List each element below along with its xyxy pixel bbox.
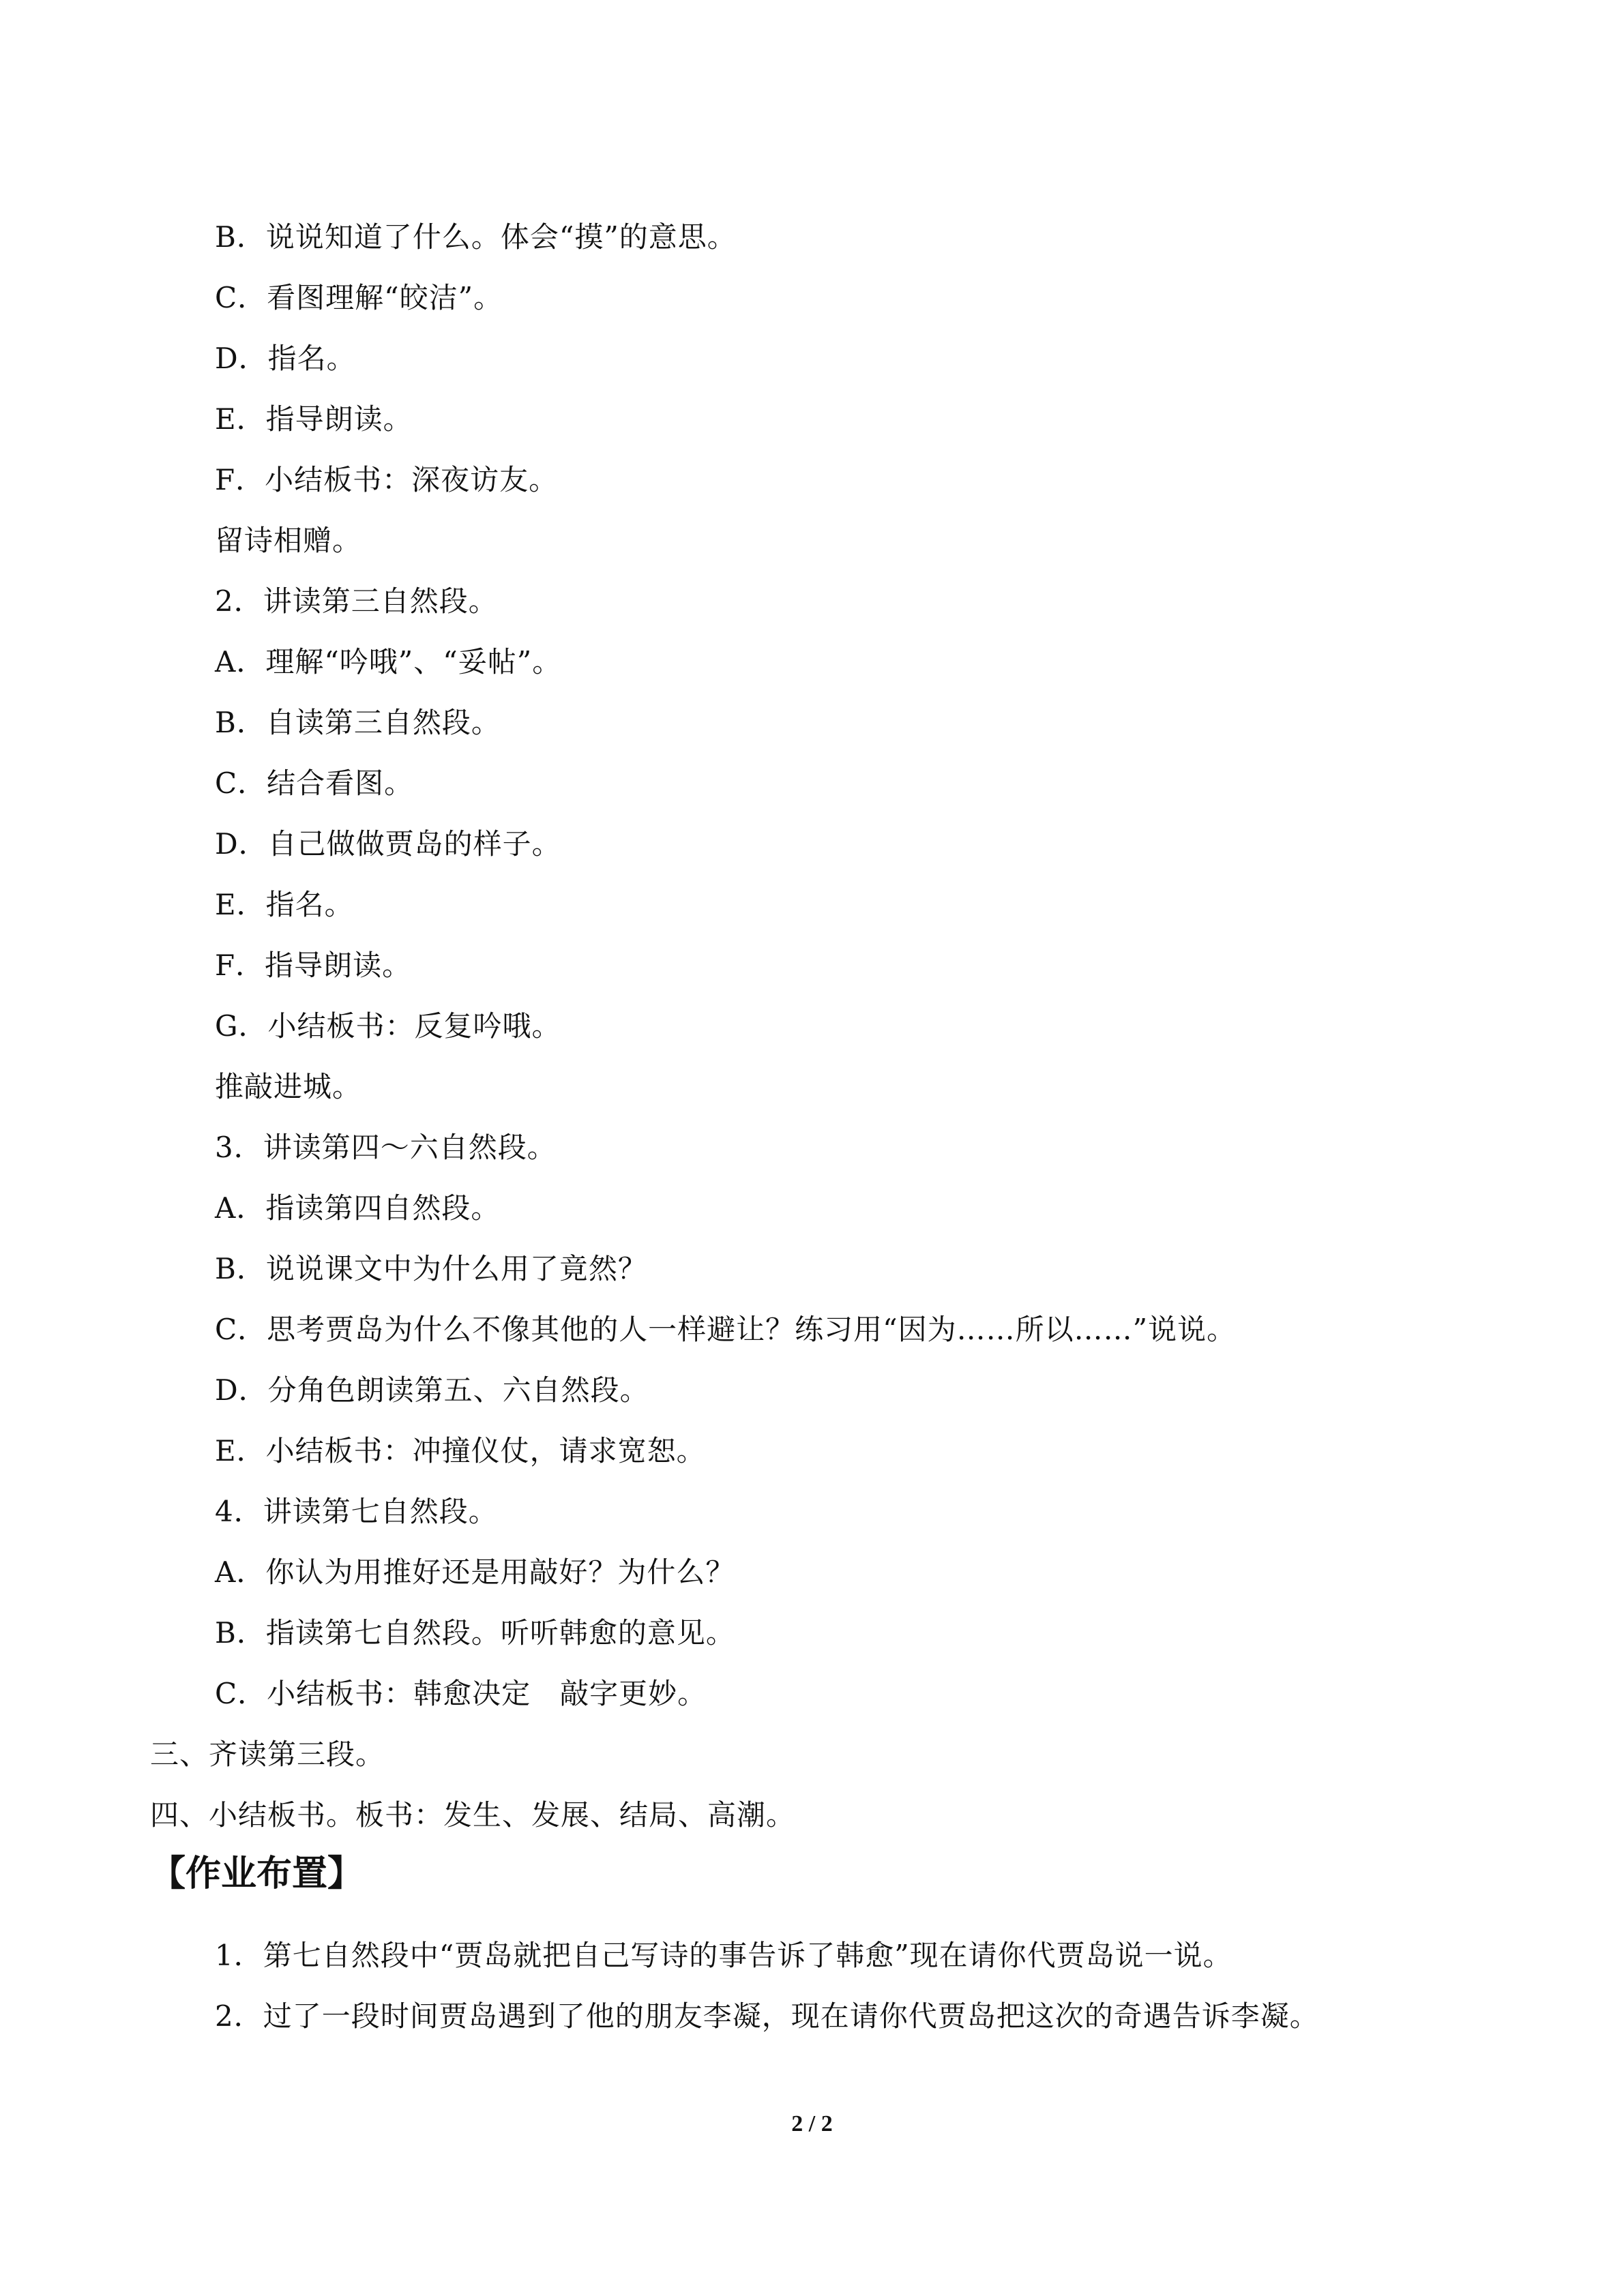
step-line: 推敲进城。 [215, 1070, 362, 1103]
step-line: F．指导朗读。 [215, 949, 412, 982]
step-line: 留诗相赠。 [215, 524, 362, 557]
step-line: E．指导朗读。 [215, 402, 413, 436]
step-line: D．自己做做贾岛的样子。 [215, 827, 561, 861]
step-line: D．分角色朗读第五、六自然段。 [215, 1373, 649, 1407]
homework-item: 2．过了一段时间贾岛遇到了他的朋友李凝，现在请你代贾岛把这次的奇遇告诉李凝。 [215, 1999, 1319, 2033]
step-line: 2．讲读第三自然段。 [215, 584, 498, 618]
homework-item: 1．第七自然段中“贾岛就把自己写诗的事告诉了韩愈”现在请你代贾岛说一说。 [215, 1939, 1232, 1972]
step-line: B．指读第七自然段。听听韩愈的意见。 [215, 1616, 735, 1650]
step-line: 4．讲读第七自然段。 [215, 1495, 498, 1528]
step-line: F．小结板书：深夜访友。 [215, 463, 559, 496]
step-line: E．小结板书：冲撞仪仗，请求宽恕。 [215, 1434, 706, 1467]
step-line: 3．讲读第四～六自然段。 [215, 1131, 557, 1164]
step-line: B．说说课文中为什么用了竟然？ [215, 1252, 647, 1285]
step-line: A．理解“吟哦”、“妥帖”。 [215, 645, 562, 679]
step-line: C．看图理解“皎洁”。 [215, 281, 503, 314]
step-line: B．说说知道了什么。体会“摸”的意思。 [215, 220, 737, 254]
section-four: 四、小结板书。板书：发生、发展、结局、高潮。 [150, 1798, 796, 1832]
step-line: C．结合看图。 [215, 766, 414, 800]
step-line: E．指名。 [215, 888, 354, 921]
step-line: A．指读第四自然段。 [215, 1191, 501, 1225]
step-line: D．指名。 [215, 342, 356, 375]
page-number: 2 / 2 [791, 2111, 833, 2136]
step-line: B．自读第三自然段。 [215, 706, 501, 739]
section-three: 三、齐读第三段。 [150, 1738, 385, 1771]
step-line: C．思考贾岛为什么不像其他的人一样避让？练习用“因为……所以……”说说。 [215, 1313, 1237, 1346]
homework-heading: 【作业布置】 [150, 1853, 364, 1894]
step-line: A．你认为用推好还是用敲好？为什么？ [215, 1555, 735, 1589]
step-line: G．小结板书：反复吟哦。 [215, 1009, 561, 1043]
step-line: C．小结板书：韩愈决定 敲字更妙。 [215, 1677, 707, 1710]
